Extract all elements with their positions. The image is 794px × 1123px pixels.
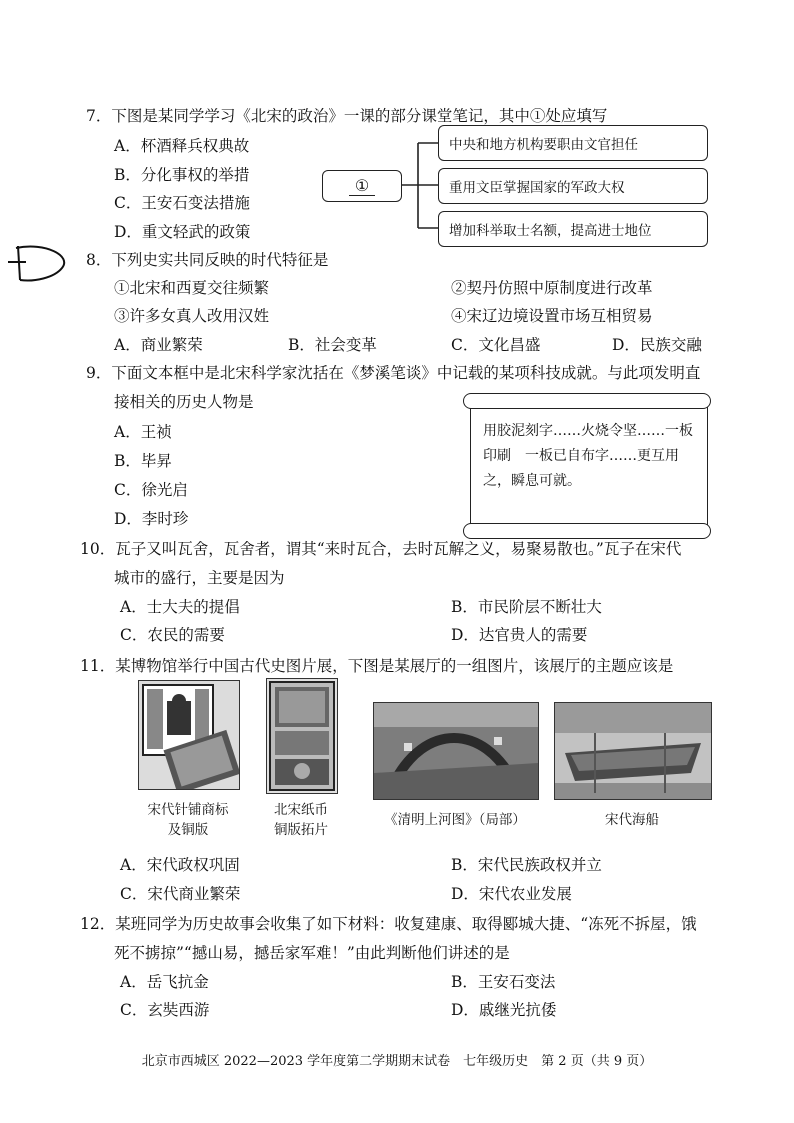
q9-stem-line2: 接相关的历史人物是	[114, 393, 254, 411]
needle-shop-trademark-image	[138, 680, 240, 790]
q9-stem-line1: 9．下面文本框中是北宋科学家沈括在《梦溪笔谈》中记载的某项科技成就。与此项发明直	[86, 364, 701, 382]
q8-option-c: C．文化昌盛	[451, 336, 541, 354]
q11-option-a: A．宋代政权巩固	[120, 856, 240, 874]
q9-scroll-text: 用胶泥刻字……火烧令坚……一板印刷 一板已自布字……更互用之，瞬息可就。	[483, 423, 693, 489]
paper-money-rubbing-image	[266, 678, 338, 794]
q12-option-b: B．王安石变法	[451, 973, 556, 991]
caption-sea-ship: 宋代海船	[605, 812, 659, 828]
q10-stem-line1: 10．瓦子又叫瓦舍，瓦舍者，谓其“来时瓦合，去时瓦解之义，易聚易散也。”瓦子在宋代	[80, 540, 682, 558]
q8-fact-2: ②契丹仿照中原制度进行改革	[451, 279, 653, 297]
q7-option-c: C．王安石变法措施	[114, 194, 250, 212]
q11-option-d: D．宋代农业发展	[451, 885, 572, 903]
q9-option-a: A．王祯	[114, 423, 172, 441]
q10-stem-line2: 城市的盛行，主要是因为	[114, 569, 285, 587]
q12-option-d: D．戚继光抗倭	[451, 1001, 557, 1019]
q12-option-a: A．岳飞抗金	[120, 973, 209, 991]
q11-option-b: B．宋代民族政权并立	[451, 856, 602, 874]
q10-option-c: C．农民的需要	[120, 626, 225, 644]
q12-option-c: C．玄奘西游	[120, 1001, 210, 1019]
q7-option-d: D．重文轻武的政策	[114, 223, 251, 241]
q7-option-a: A．杯酒释兵权典故	[114, 137, 250, 155]
q8-option-b: B．社会变革	[288, 336, 377, 354]
q11-option-c: C．宋代商业繁荣	[120, 885, 241, 903]
q8-fact-1: ①北宋和西夏交往频繁	[114, 279, 270, 297]
q8-fact-3: ③许多女真人改用汉姓	[114, 307, 270, 325]
q10-option-b: B．市民阶层不断壮大	[451, 598, 602, 616]
q8-stem: 8．下列史实共同反映的时代特征是	[86, 251, 329, 269]
q7-note-3: 增加科举取士名额，提高进士地位	[438, 211, 708, 247]
q7-note-2: 重用文臣掌握国家的军政大权	[438, 168, 708, 204]
q7-option-b: B．分化事权的举措	[114, 166, 250, 184]
caption-paper-money: 北宋纸币 铜版拓片	[274, 802, 328, 838]
q9-option-d: D．李时珍	[114, 510, 189, 528]
q7-center-box	[322, 170, 402, 202]
q12-stem-line1: 12．某班同学为历史故事会收集了如下材料：收复建康、取得郾城大捷、“冻死不拆屋，饿	[80, 915, 697, 933]
q8-option-d: D．民族交融	[612, 336, 702, 354]
q9-option-b: B．毕昇	[114, 452, 172, 470]
caption-needle-shop: 宋代针铺商标 及铜版	[147, 802, 229, 838]
caption-qingming: 《清明上河图》（局部）	[384, 812, 526, 828]
scroll-top-curl	[463, 393, 711, 409]
q11-stem: 11．某博物馆举行中国古代史图片展，下图是某展厅的一组图片，该展厅的主题应该是	[80, 657, 674, 675]
q7-center-label: ①	[349, 176, 375, 196]
page-footer: 北京市西城区 2022—2023 学年度第二学期期末试卷 七年级历史 第 2 页（共 9 页）	[141, 1054, 653, 1069]
q7-stem: 7．下图是某同学学习《北宋的政治》一课的部分课堂笔记，其中①处应填写	[86, 107, 608, 125]
q7-note-1: 中央和地方机构要职由文官担任	[438, 125, 708, 161]
q8-fact-4: ④宋辽边境设置市场互相贸易	[451, 307, 653, 325]
q10-option-d: D．达官贵人的需要	[451, 626, 588, 644]
handwritten-answer-mark	[6, 240, 76, 286]
q9-option-c: C．徐光启	[114, 481, 188, 499]
q10-option-a: A．士大夫的提倡	[120, 598, 240, 616]
qingming-scroll-image	[373, 702, 539, 800]
q12-stem-line2: 死不掳掠”“撼山易，撼岳家军难！”由此判断他们讲述的是	[114, 944, 510, 962]
q8-option-a: A．商业繁荣	[114, 336, 203, 354]
q9-scroll-textbox	[470, 402, 708, 530]
song-sea-ship-image	[554, 702, 712, 800]
